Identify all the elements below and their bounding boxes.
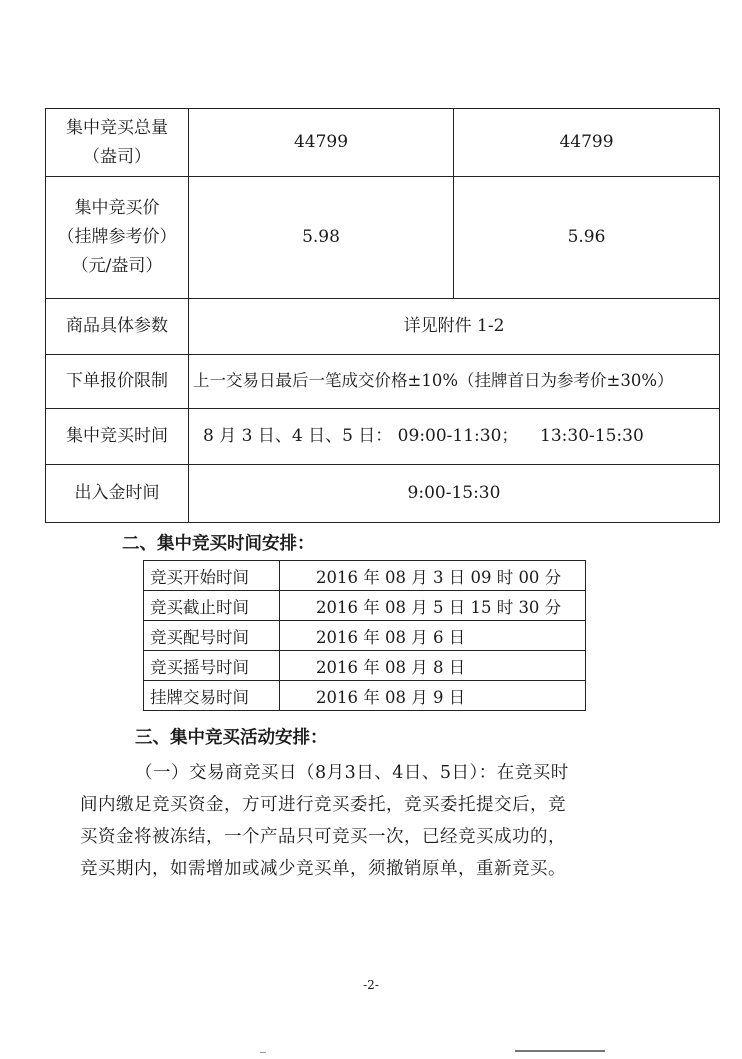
merged-value-cell: 8 月 3 日、4 日、5 日： 09:00-11:30； 13:30-15:30: [189, 409, 720, 465]
row-value: 2016 年 08 月 6 日: [280, 621, 586, 651]
merged-value-cell: 上一交易日最后一笔成交价格±10%（挂牌首日为参考价±30%）: [189, 355, 720, 409]
row-value: 2016 年 08 月 9 日: [280, 681, 586, 711]
schedule-table: [143, 560, 586, 711]
merged-value-cell: 详见附件 1-2: [189, 299, 720, 355]
page-number: -2-: [363, 978, 379, 992]
scan-artifact: [515, 1050, 605, 1052]
paragraph-line: 竞买期内，如需增加或减少竞买单，须撤销原单，重新竞买。: [80, 859, 566, 879]
value-cell: 5.98: [189, 177, 454, 299]
table-row: [144, 561, 586, 591]
row-label: 挂牌交易时间: [144, 681, 280, 711]
row-label: 竞买截止时间: [144, 591, 280, 621]
scan-artifact: [260, 1052, 266, 1053]
table-row: [144, 621, 586, 651]
table-row: [144, 591, 586, 621]
table-row-fund-time: [46, 465, 720, 523]
row-label: 竞买开始时间: [144, 561, 280, 591]
row-label: 下单报价限制: [46, 355, 189, 409]
paragraph-line: （一）交易商竞买日（8月3日、4日、5日）：在竞买时: [135, 763, 569, 783]
row-label: 商品具体参数: [46, 299, 189, 355]
row-label: 集中竞买总量 （盎司）: [46, 109, 189, 177]
row-label: 竞买摇号时间: [144, 651, 280, 681]
row-label: 竞买配号时间: [144, 621, 280, 651]
table-row-specs: [46, 299, 720, 355]
table-row: [144, 651, 586, 681]
section-heading-activities: 三、集中竞买活动安排：: [135, 728, 328, 748]
row-label: 集中竞买时间: [46, 409, 189, 465]
value-cell: 5.96: [454, 177, 720, 299]
value-cell: 44799: [189, 109, 454, 177]
table-row-price: [46, 177, 720, 299]
row-value: 2016 年 08 月 3 日 09 时 00 分: [280, 561, 586, 591]
row-value: 2016 年 08 月 8 日: [280, 651, 586, 681]
activity-paragraph: [80, 757, 645, 885]
parameter-table: [45, 108, 720, 523]
table-row-bidding-time: [46, 409, 720, 465]
table-row-price-limit: [46, 355, 720, 409]
paragraph-line: 买资金将被冻结，一个产品只可竞买一次，已经竞买成功的，: [80, 827, 566, 847]
row-value: 2016 年 08 月 5 日 15 时 30 分: [280, 591, 586, 621]
value-cell: 44799: [454, 109, 720, 177]
table-row: [144, 681, 586, 711]
paragraph-line: 间内缴足竞买资金，方可进行竞买委托，竞买委托提交后，竞: [80, 795, 566, 815]
section-heading-schedule: 二、集中竞买时间安排：: [122, 534, 315, 554]
row-label: 出入金时间: [46, 465, 189, 523]
merged-value-cell: 9:00-15:30: [189, 465, 720, 523]
row-label: 集中竞买价 （挂牌参考价） （元/盎司）: [46, 177, 189, 299]
table-row-total-volume: [46, 109, 720, 177]
